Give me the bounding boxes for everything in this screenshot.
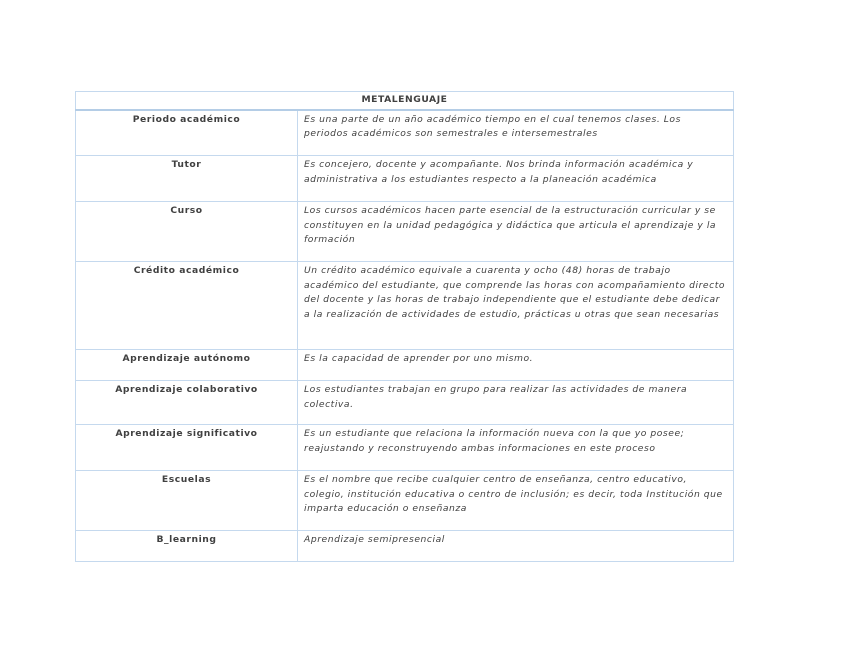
definition-cell: Es un estudiante que relaciona la información nueva con la que yo posee; reajustando y reconstruyendo ambas informaciones en este proceso xyxy=(298,425,734,471)
table-row xyxy=(76,156,734,202)
definition-cell: Es una parte de un año académico tiempo en el cual tenemos clases. Los periodos académicos son semestrales e intersemestrales xyxy=(298,110,734,156)
definition-cell: Los estudiantes trabajan en grupo para realizar las actividades de manera colectiva. xyxy=(298,381,734,425)
table-row xyxy=(76,381,734,425)
table-row xyxy=(76,262,734,350)
definition-cell: Es la capacidad de aprender por uno mismo. xyxy=(298,350,734,381)
term-cell: Crédito académico xyxy=(76,262,298,350)
term-cell: Periodo académico xyxy=(76,110,298,156)
table-row xyxy=(76,350,734,381)
term-cell: B_learning xyxy=(76,531,298,562)
term-cell: Aprendizaje autónomo xyxy=(76,350,298,381)
term-cell: Tutor xyxy=(76,156,298,202)
term-cell: Escuelas xyxy=(76,471,298,531)
table-title: METALENGUAJE xyxy=(76,92,734,110)
definition-cell: Aprendizaje semipresencial xyxy=(298,531,734,562)
table-row xyxy=(76,425,734,471)
table-row xyxy=(76,110,734,156)
table-row xyxy=(76,531,734,562)
term-cell: Aprendizaje significativo xyxy=(76,425,298,471)
term-cell: Curso xyxy=(76,202,298,262)
term-cell: Aprendizaje colaborativo xyxy=(76,381,298,425)
definition-cell: Es concejero, docente y acompañante. Nos brinda información académica y administrativa a los estudiantes respecto a la planeación académica xyxy=(298,156,734,202)
table-header-row xyxy=(76,92,734,110)
table-row xyxy=(76,202,734,262)
metalenguaje-table xyxy=(75,91,734,562)
table-row xyxy=(76,471,734,531)
definition-cell: Los cursos académicos hacen parte esencial de la estructuración curricular y se constituyen en la unidad pedagógica y didáctica que articula el aprendizaje y la formación xyxy=(298,202,734,262)
definition-cell: Es el nombre que recibe cualquier centro de enseñanza, centro educativo, colegio, institución educativa o centro de inclusión; es decir, toda Institución que imparta educación o enseñanza xyxy=(298,471,734,531)
definition-cell: Un crédito académico equivale a cuarenta y ocho (48) horas de trabajo académico del estudiante, que comprende las horas con acompañamiento directo del docente y las horas de trabajo independiente que el estudiante debe dedicar a la realización de actividades de estudio, prácticas u otras que sean necesarias xyxy=(298,262,734,350)
